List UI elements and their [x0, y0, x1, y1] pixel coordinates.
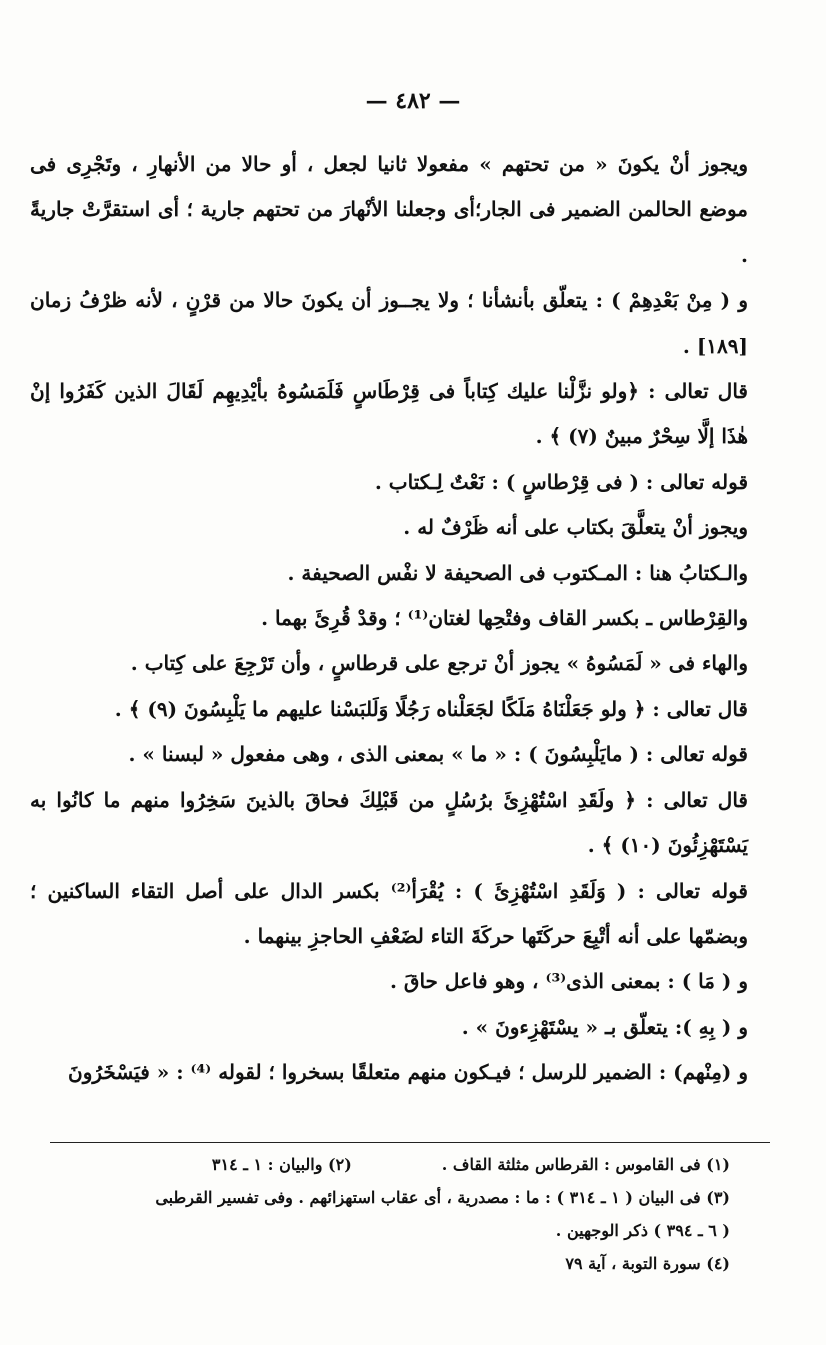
paragraph-14: و ( بِهِ ): يتعلّق بـ « يسْتَهْزِءونَ » . — [461, 1014, 748, 1039]
paragraph-11: قال تعالى : ﴿ ولَقَدِ اسْتُهْزِئَ برُسُلٍ من قَبْلِكَ فحاقَ بالذينَ سَخِرُوا منهم ما كانُوا به يَسْتَهْزِئُونَ (١٠) ﴾ . — [30, 787, 748, 858]
paragraph-10: قوله تعالى : ( مايَلْبِسُونَ ) : « ما » بمعنى الذى ، وهى مفعول « لبسنا » . — [128, 742, 748, 767]
paragraph-7: والقِرْطاس ـ بكسر القاف وفتْحِها لغتان⁽¹⁾ ؛ وقدْ قُرِئَ بهما . — [261, 606, 748, 631]
footnotes — [30, 1148, 750, 1280]
paragraph-15: و (مِنْهم) : الضمير للرسل ؛ فيـكون منهم متعلقًا بسخروا ؛ لقوله ⁽⁴⁾ : « فيَسْخَرُونَ — [68, 1060, 748, 1085]
body-text — [30, 142, 790, 1096]
footnote-divider — [50, 1142, 770, 1143]
footnote-row-1 — [30, 1148, 750, 1181]
paragraph-3: قال تعالى : ﴿ولو نزَّلْنا عليك كِتاباً فى قِرْطَاسٍ فَلَمَسُوهُ بأيْدِيهِم لَقَالَ الذين كَفَرُوا إنْ هٰذَا إلَّا سِحْرٌ مبينٌ (٧) ﴾ . — [30, 379, 748, 449]
paragraph-9: قال تعالى : ﴿ ولو جَعَلْنَاهُ مَلَكًا لجَعَلْناه رَجُلًا وَلَلبَسْنا عليهم ما يَلْبِسُونَ (٩) ﴾ . — [114, 696, 748, 721]
paragraph-5: ويجوز أنْ يتعلَّقَ بكتاب على أنه ظَرْفٌ له . — [403, 515, 748, 540]
footnote-3: (٣) فى البيان ( ١ ـ ٣١٤ ) : ما : مصدرية ، أى عقاب استهزائهم . وفى تفسير القرطبى — [155, 1188, 730, 1207]
footnote-2: (٢) والبيان : ١ ـ ٣١٤ — [211, 1155, 352, 1174]
paragraph-1: ويجوز أنْ يكونَ « من تحتهم » مفعولا ثانيا لجعل ، أو حالا من الأنهارِ ، وتَجْرِى فى موضع الحالمن الضمير فى الجار؛أى وجعلنا الأنْهارَ من تحتهم جارية ؛ أى استقرَّتْ جاريةً . — [30, 152, 748, 267]
footnote-3-continued: ( ٦ ـ ٣٩٤ ) ذكر الوجهين . — [555, 1221, 730, 1240]
paragraph-6: والـكتابُ هنا : المـكتوب فى الصحيفة لا نفْس الصحيفة . — [287, 560, 748, 585]
paragraph-2: و ( مِنْ بَعْدِهِمْ ) : يتعلّق بأنشأنا ؛ ولا يجــوز أن يكونَ حالا من قرْنٍ ، لأنه ظرْفُ زمان [١٨٩] . — [30, 288, 748, 358]
paragraph-13: و ( مَا ) : بمعنى الذى⁽³⁾ ، وهو فاعل حاقَ . — [390, 969, 748, 994]
paragraph-8: والهاء فى « لَمَسُوهُ » يجوز أنْ ترجع على قرطاسٍ ، وأن تَرْجِعَ على كِتاب . — [130, 651, 748, 676]
page-number: — ٤٨٢ — — [365, 88, 461, 114]
footnote-1: (١) فى القاموس : القرطاس مثلثة القاف . — [441, 1155, 730, 1174]
paragraph-4: قوله تعالى : ( فى قِرْطاسٍ ) : نَعْتٌ لِـكتاب . — [374, 469, 748, 494]
footnote-4: (٤) سورة التوبة ، آية ٧٩ — [565, 1254, 730, 1273]
paragraph-12: قوله تعالى : ( وَلَقَدِ اسْتُهْزِئَ ) : يُقْرَأ⁽²⁾ بكسر الدال على أصل التقاء الساكنين ؛ وبضمّها على أنه أتْبِعَ حركَتَها حركَةَ التاء لضَعْفِ الحاجزِ بينهما . — [30, 878, 748, 948]
